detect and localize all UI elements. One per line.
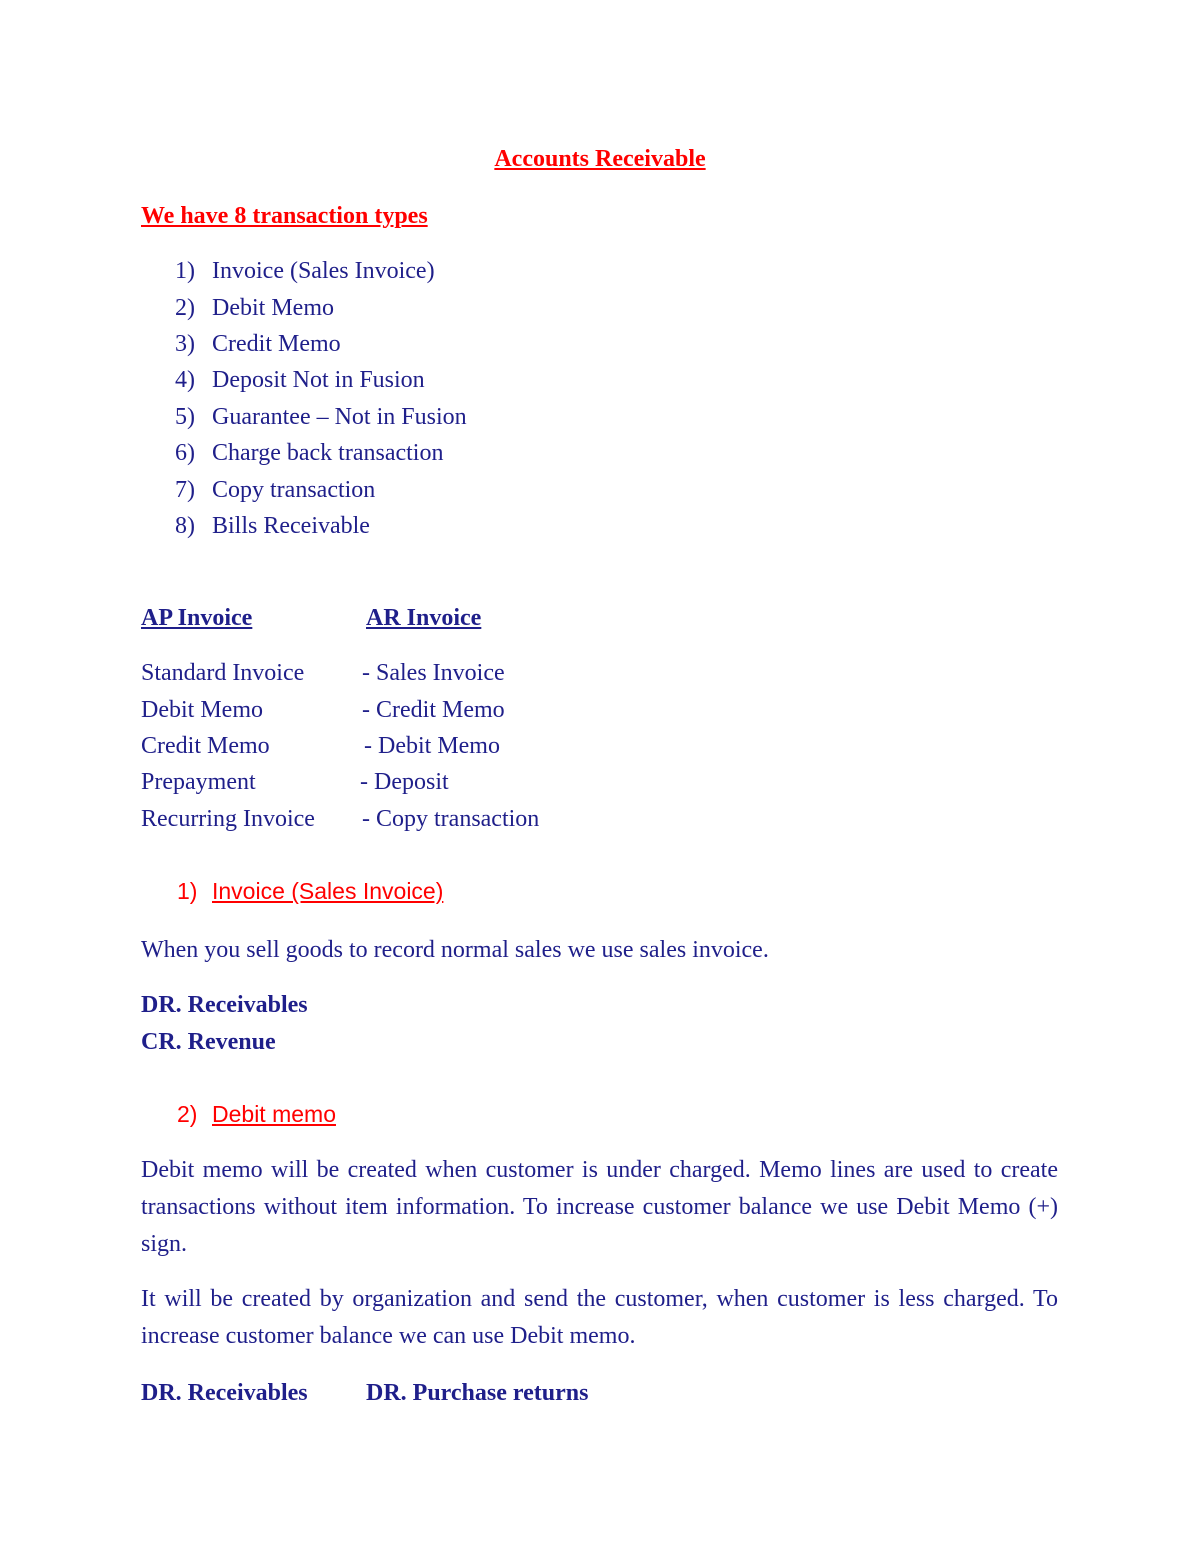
list-item-text: Guarantee – Not in Fusion bbox=[212, 404, 467, 430]
ap-cell: Credit Memo bbox=[141, 733, 270, 759]
list-item-number: 2) bbox=[175, 295, 195, 321]
list-item-text: Charge back transaction bbox=[212, 440, 444, 466]
ap-cell: Debit Memo bbox=[141, 697, 263, 723]
list-item-number: 5) bbox=[175, 404, 195, 430]
section-number: 1) bbox=[177, 878, 198, 904]
list-item-number: 3) bbox=[175, 331, 195, 357]
list-item-text: Deposit Not in Fusion bbox=[212, 367, 425, 393]
section-heading-debit-memo bbox=[212, 1103, 336, 1126]
ap-invoice-header: AP Invoice bbox=[141, 605, 253, 631]
document-title: Accounts Receivable bbox=[494, 146, 706, 172]
ap-cell: Recurring Invoice bbox=[141, 806, 315, 832]
ar-cell: - Credit Memo bbox=[362, 697, 505, 723]
list-item-text: Invoice (Sales Invoice) bbox=[212, 258, 435, 284]
journal-entry-dr: DR. Receivables bbox=[141, 1380, 308, 1406]
journal-entry-dr: DR. Receivables bbox=[141, 992, 308, 1018]
ap-cell: Prepayment bbox=[141, 769, 256, 795]
list-item-text: Copy transaction bbox=[212, 477, 376, 503]
list-item-text: Credit Memo bbox=[212, 331, 341, 357]
section-heading-invoice bbox=[212, 880, 443, 903]
list-item-text: Bills Receivable bbox=[212, 513, 370, 539]
ar-invoice-header: AR Invoice bbox=[366, 605, 482, 631]
journal-entry-cr: CR. Revenue bbox=[141, 1029, 276, 1055]
ar-cell: - Sales Invoice bbox=[362, 660, 505, 686]
section-heading-text: Debit memo bbox=[212, 1101, 336, 1127]
ar-cell: - Deposit bbox=[360, 769, 449, 795]
section-heading-text: Invoice (Sales Invoice) bbox=[212, 878, 444, 904]
list-item-number: 4) bbox=[175, 367, 195, 393]
list-item-text: Debit Memo bbox=[212, 295, 334, 321]
list-item-number: 1) bbox=[175, 258, 195, 284]
ar-cell: - Debit Memo bbox=[364, 733, 500, 759]
paragraph: It will be created by organization and send the customer, when customer is less charged. To increase customer balance we can use Debit memo. bbox=[141, 1286, 1058, 1349]
ar-cell: - Copy transaction bbox=[362, 806, 540, 832]
list-item-number: 7) bbox=[175, 477, 195, 503]
ap-cell: Standard Invoice bbox=[141, 660, 305, 686]
list-item-number: 6) bbox=[175, 440, 195, 466]
list-item-number: 8) bbox=[175, 513, 195, 539]
section-number: 2) bbox=[177, 1101, 198, 1127]
section-heading: We have 8 transaction types bbox=[141, 203, 428, 229]
section-body: When you sell goods to record normal sales we use sales invoice. bbox=[141, 937, 769, 963]
journal-entry-purchase-returns: DR. Purchase returns bbox=[366, 1380, 589, 1406]
paragraph: Debit memo will be created when customer is under charged. Memo lines are used to create transactions without item information. To increase customer balance we use Debit Memo (+) sign. bbox=[141, 1157, 1058, 1257]
